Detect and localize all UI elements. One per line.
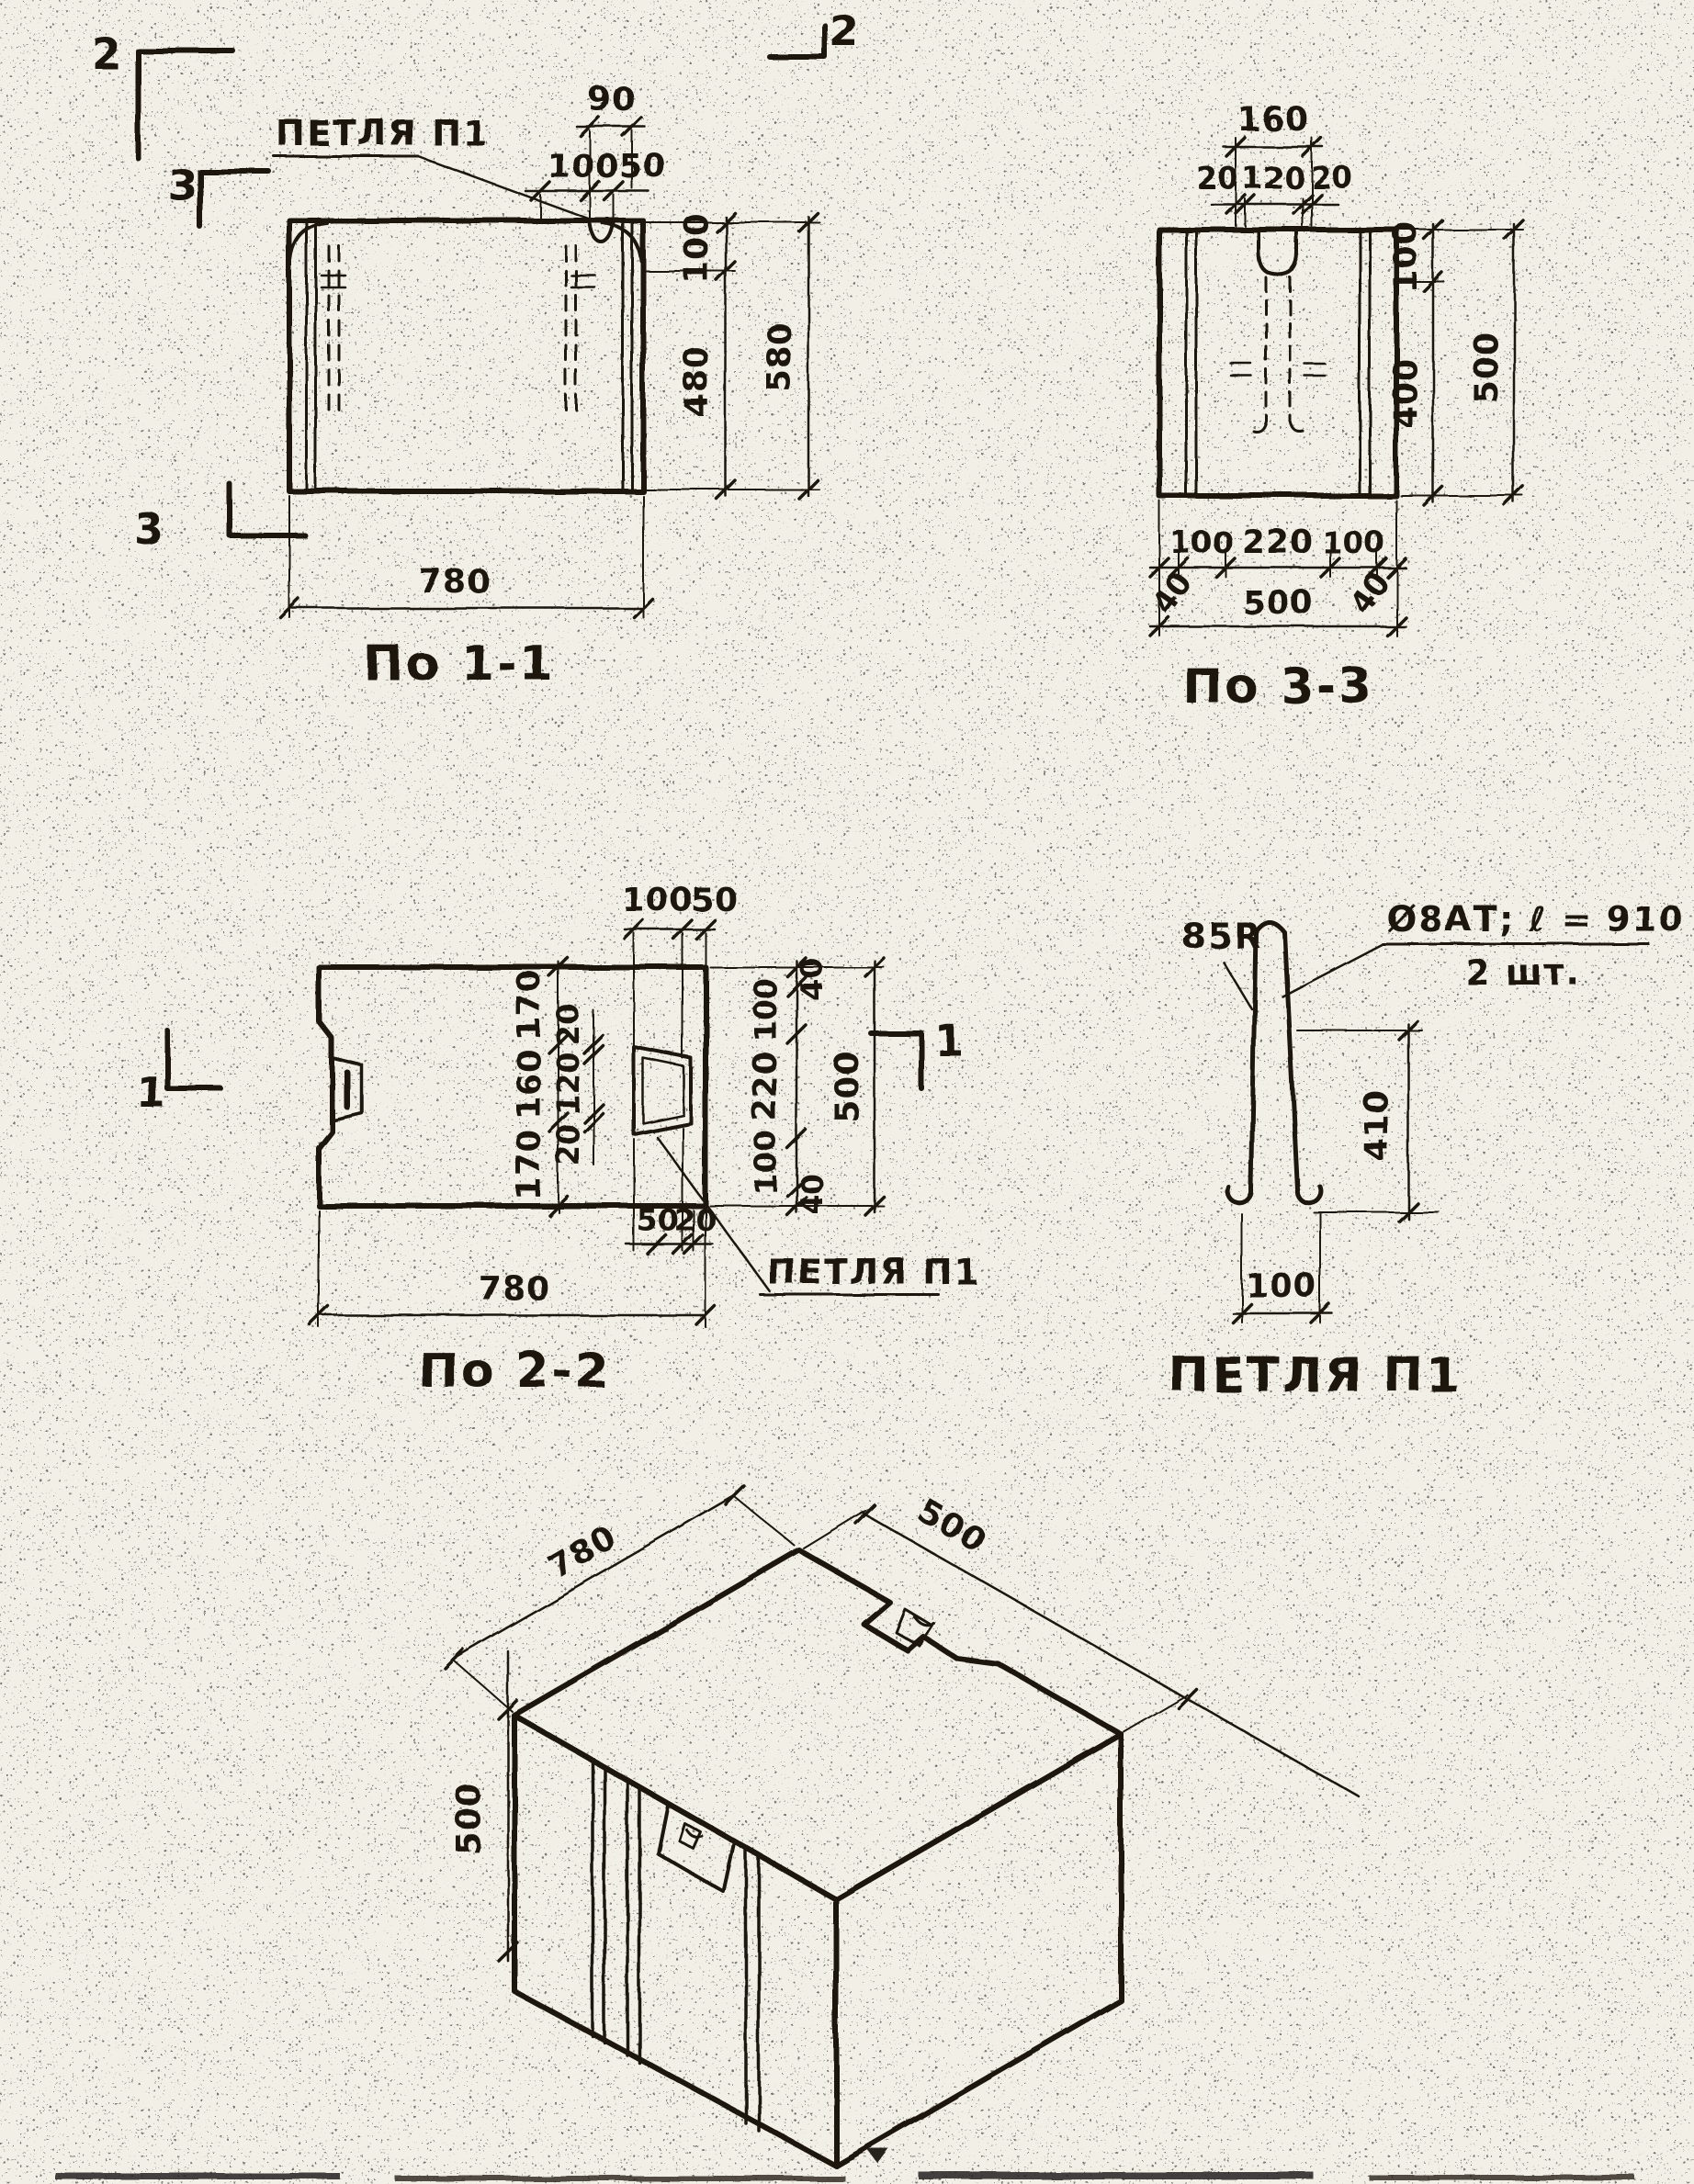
dim-480: 480 bbox=[678, 344, 716, 418]
dim-220: 220 bbox=[747, 1050, 785, 1123]
dim-580: 580 bbox=[761, 320, 798, 393]
dim-50: 50 bbox=[637, 1202, 679, 1238]
caption-3-3: По 3-3 bbox=[1182, 659, 1375, 715]
caption-loop-detail: ПЕТЛЯ П1 bbox=[1169, 1348, 1462, 1403]
dim-100: 100 bbox=[547, 148, 620, 186]
dim-780-iso: 780 bbox=[542, 1517, 624, 1587]
dim-100: 100 bbox=[1245, 1267, 1318, 1305]
dim-780: 780 bbox=[478, 1270, 551, 1308]
dim-40: 40 bbox=[794, 1173, 830, 1215]
dim-400: 400 bbox=[1387, 356, 1425, 430]
section-marker-2-right: 2 bbox=[830, 6, 860, 56]
dim-20: 20 bbox=[674, 1202, 717, 1238]
dim-100: 100 bbox=[1169, 524, 1234, 560]
dim-50: 50 bbox=[690, 882, 740, 919]
section-marker-3-top: 3 bbox=[168, 161, 198, 210]
caption-2-2: По 2-2 bbox=[418, 1344, 611, 1399]
loop-label-1-1: ПЕТЛЯ П1 bbox=[276, 113, 489, 153]
dim-220: 220 bbox=[1241, 523, 1315, 561]
dim-100: 100 bbox=[748, 1131, 784, 1195]
dim-160: 160 bbox=[511, 1047, 548, 1120]
dim-50: 50 bbox=[618, 148, 668, 186]
section-marker-1-left: 1 bbox=[136, 1067, 166, 1117]
dim-500: 500 bbox=[829, 1050, 866, 1123]
bend-note: 85R bbox=[1181, 916, 1263, 956]
section-marker-2-left: 2 bbox=[92, 29, 122, 79]
dim-90: 90 bbox=[587, 81, 637, 118]
dim-120: 120 bbox=[550, 1052, 586, 1116]
dim-160: 160 bbox=[1237, 101, 1310, 139]
dim-410: 410 bbox=[1358, 1088, 1395, 1162]
dim-120: 120 bbox=[1241, 160, 1305, 196]
dim-20: 20 bbox=[550, 1124, 586, 1166]
dim-100-right: 100 bbox=[1387, 220, 1425, 294]
dim-40: 40 bbox=[794, 958, 830, 1000]
dim-20: 20 bbox=[1196, 160, 1238, 196]
dim-780: 780 bbox=[418, 563, 491, 601]
dim-100: 100 bbox=[748, 978, 784, 1042]
loop-spec: Ø8АТ; ℓ = 910 bbox=[1387, 899, 1686, 940]
section-marker-1-right: 1 bbox=[935, 1017, 966, 1066]
dim-500-total: 500 bbox=[1241, 584, 1315, 622]
dim-100-right: 100 bbox=[678, 211, 716, 285]
dim-500-height: 500 bbox=[450, 1782, 488, 1855]
dim-40: 40 bbox=[1145, 565, 1199, 621]
loop-label-2-2: ПЕТЛЯ П1 bbox=[767, 1252, 980, 1292]
dim-20: 20 bbox=[550, 1004, 586, 1046]
dim-20: 20 bbox=[1311, 160, 1353, 196]
dim-40: 40 bbox=[1342, 565, 1396, 621]
dim-500: 500 bbox=[1468, 331, 1506, 404]
dim-170: 170 bbox=[511, 1128, 548, 1201]
section-marker-3-bottom: 3 bbox=[134, 504, 164, 554]
dim-170: 170 bbox=[511, 968, 548, 1041]
loop-quantity: 2 шт. bbox=[1465, 952, 1582, 993]
dim-500-depth: 500 bbox=[910, 1492, 992, 1561]
caption-1-1: По 1-1 bbox=[363, 636, 556, 692]
dim-100: 100 bbox=[1321, 524, 1385, 560]
dim-100: 100 bbox=[621, 882, 695, 919]
